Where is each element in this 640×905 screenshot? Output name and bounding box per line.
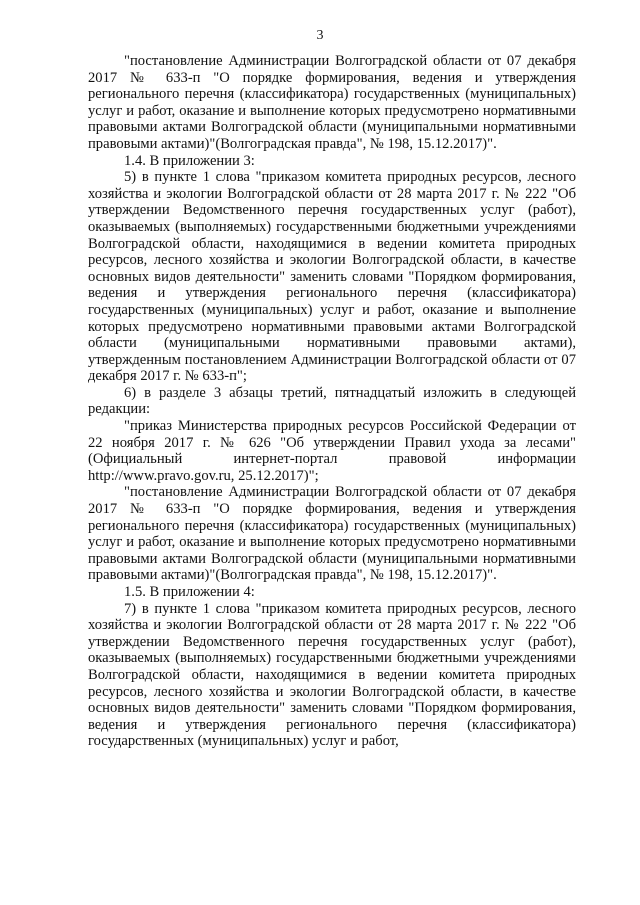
paragraph-resolution-quote-2: "постановление Администрации Волгоградской области от 07 декабря 2017 № 633-п "О порядке формирования, ведения и утверждения регионального перечня (классификатора) государственных (муниципальных) услуг и работ, оказание и выполнение которых предусмотрено нормативными правовыми актами Волгоградской области (муниципальными нормативными правовыми актами)"(Волгоградская правда", № 198, 15.12.2017)". bbox=[88, 484, 576, 584]
page-number: 3 bbox=[316, 28, 324, 43]
paragraph-subitem-5: 5) в пункте 1 слова "приказом комитета природных ресурсов, лесного хозяйства и экологии Волгоградской области от 28 марта 2017 г. № 222 "Об утверждении Ведомственного перечня государственных услуг (работ), оказываемых (выполняемых) государственными бюджетными учреждениями Волгоградской области, находящимися в ведении комитета природных ресурсов, лесного хозяйства и экологии Волгоградской области, в качестве основных видов деятельности" заменить словами "Порядком формирования, ведения и утверждения регионального перечня (классификатора) государственных (муниципальных) услуг и работ, оказание и выполнение которых предусмотрено нормативными правовыми актами Волгоградской области (муниципальными нормативными правовыми актами), утвержденным постановлением Администрации Волгоградской области от 07 декабря 2017 г. № 633-п"; bbox=[88, 169, 576, 385]
paragraph-subitem-7: 7) в пункте 1 слова "приказом комитета природных ресурсов, лесного хозяйства и экологии Волгоградской области от 28 марта 2017 г. № 222 "Об утверждении Ведомственного перечня государственных услуг (работ), оказываемых (выполняемых) государственными бюджетными учреждениями Волгоградской области, находящимися в ведении комитета природных ресурсов, лесного хозяйства и экологии Волгоградской области, в качестве основных видов деятельности" заменить словами "Порядком формирования, ведения и утверждения регионального перечня (классификатора) государственных (муниципальных) услуг и работ, bbox=[88, 600, 576, 750]
document-body bbox=[88, 53, 576, 750]
paragraph-item-1-4: 1.4. В приложении 3: bbox=[124, 152, 255, 169]
paragraph-item-1-5: 1.5. В приложении 4: bbox=[124, 584, 255, 600]
paragraph-resolution-quote-1: "постановление Администрации Волгоградской области от 07 декабря 2017 № 633-п "О порядке формирования, ведения и утверждения регионального перечня (классификатора) государственных (муниципальных) услуг и работ, оказание и выполнение которых предусмотрено нормативными правовыми актами Волгоградской области (муниципальными нормативными правовыми актами)"(Волгоградская правда", № 198, 15.12.2017)". bbox=[88, 53, 576, 152]
paragraph-subitem-6: 6) в разделе 3 абзацы третий, пятнадцатый изложить в следующей редакции: bbox=[88, 384, 576, 418]
paragraph-order-quote: "приказ Министерства природных ресурсов Российской Федерации от 22 ноября 2017 г. № 626 "Об утверждении Правил ухода за лесами" (Официальный интернет-портал правовой информации http://www.pravo.gov.ru, 25.12.2017)"; bbox=[88, 418, 576, 484]
